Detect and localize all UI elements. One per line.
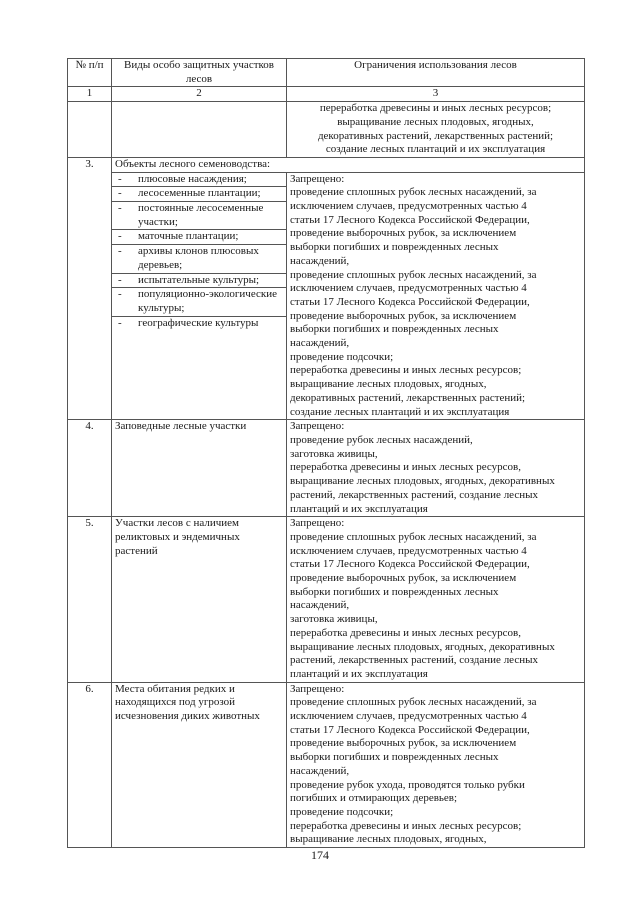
header-number: № п/п xyxy=(68,59,112,87)
page-number: 174 xyxy=(311,848,329,862)
restriction-line: проведение подсочки; xyxy=(290,350,394,363)
restriction-line: проведение подсочки; xyxy=(290,805,394,818)
list-item: - лесосеменные плантации; xyxy=(112,186,286,201)
restriction-line: Запрещено: xyxy=(290,517,345,530)
restriction-line: проведение сплошных рубок лесных насаждений, за xyxy=(290,696,537,709)
list-item: - плюсовые насаждения; xyxy=(118,172,247,185)
list-item: - географические культуры xyxy=(112,316,286,331)
restriction-line: выращивание лесных плодовых, ягодных, декоративных xyxy=(290,475,555,488)
restriction-line: выращивание лесных плодовых, ягодных, xyxy=(290,833,487,846)
restriction-line: проведение сплошных рубок лесных насаждений, за xyxy=(290,530,537,543)
restriction-line: исключением случаев, предусмотренных частью 4 xyxy=(290,282,527,295)
restriction-line: создание лесных плантаций и их эксплуатация xyxy=(325,143,546,156)
restriction-line: Запрещено: xyxy=(290,172,345,185)
restriction-line: статьи 17 Лесного Кодекса Российской Федерации, xyxy=(290,723,530,736)
species-list xyxy=(115,173,283,331)
table-row-4 xyxy=(68,420,585,517)
restrictions-cell xyxy=(287,517,585,682)
restriction-line: проведение рубок ухода, проводятся только рубки xyxy=(290,778,525,791)
restriction-line: статьи 17 Лесного Кодекса Российской Федерации, xyxy=(290,558,530,571)
list-item: - популяционно-экологические культуры; xyxy=(112,287,286,315)
restriction-line: переработка древесины и иных лесных ресурсов; xyxy=(319,102,552,115)
restriction-line: погибших и отмирающих деревьев; xyxy=(290,792,458,805)
restriction-line: исключением случаев, предусмотренных частью 4 xyxy=(290,710,527,723)
row-title: Объекты лесного семеноводства: xyxy=(112,157,585,172)
restriction-line: растений, лекарственных растений, создание лесных xyxy=(290,654,538,667)
table-row-3-title xyxy=(68,157,585,172)
list-item: - испытательные культуры; xyxy=(112,273,286,288)
row-number: 3. xyxy=(68,157,112,419)
restriction-line: переработка древесины и иных лесных ресурсов, xyxy=(290,461,521,474)
row-title: Участки лесов с наличием реликтовых и эндемичных растений xyxy=(112,517,287,682)
restriction-line: насаждений, xyxy=(290,337,350,350)
restriction-line: проведение выборочных рубок, за исключением xyxy=(290,309,517,322)
restrictions-cell xyxy=(287,420,585,517)
restriction-line: декоративных растений, лекарственных растений; xyxy=(317,129,554,142)
restriction-line: выращивание лесных плодовых, ягодных, xyxy=(290,378,487,391)
restriction-line: выборки погибших и поврежденных лесных xyxy=(290,241,499,254)
restriction-line: переработка древесины и иных лесных ресурсов; xyxy=(290,364,522,377)
restriction-line: заготовка живицы, xyxy=(290,613,378,626)
row-number: 6. xyxy=(68,682,112,847)
restriction-line: декоративных растений, лекарственных растений; xyxy=(290,391,526,404)
restriction-line: статьи 17 Лесного Кодекса Российской Федерации, xyxy=(290,295,530,308)
restriction-line: выращивание лесных плодовых, ягодных, декоративных xyxy=(290,640,555,653)
table-row-3 xyxy=(68,172,585,420)
restriction-line: насаждений, xyxy=(290,254,350,267)
row-number: 5. xyxy=(68,517,112,682)
restriction-line: проведение выборочных рубок, за исключением xyxy=(290,572,517,585)
restriction-line: проведение выборочных рубок, за исключением xyxy=(290,737,517,750)
table-row-6 xyxy=(68,682,585,847)
restriction-line: проведение сплошных рубок лесных насаждений, за xyxy=(290,268,537,281)
restriction-line: Запрещено: xyxy=(290,420,345,433)
restriction-line: Запрещено: xyxy=(290,682,345,695)
continuation-restrictions xyxy=(287,102,585,158)
row-number: 4. xyxy=(68,420,112,517)
restriction-line: проведение выборочных рубок, за исключением xyxy=(290,227,517,240)
protective-areas-table xyxy=(67,58,585,848)
row-title: Места обитания редких и находящихся под угрозой исчезновения диких животных xyxy=(112,682,287,847)
restriction-line: выращивание лесных плодовых, ягодных, xyxy=(337,115,534,128)
restriction-line: исключением случаев, предусмотренных частью 4 xyxy=(290,200,527,213)
restriction-line: выборки погибших и поврежденных лесных xyxy=(290,585,499,598)
restriction-line: исключением случаев, предусмотренных частью 4 xyxy=(290,544,527,557)
species-list-cell xyxy=(112,172,287,420)
restriction-line: переработка древесины и иных лесных ресурсов; xyxy=(290,819,522,832)
restriction-line: выборки погибших и поврежденных лесных xyxy=(290,323,499,336)
restriction-line: заготовка живицы, xyxy=(290,447,378,460)
restrictions-cell xyxy=(287,172,585,420)
column-number: 2 xyxy=(112,87,287,102)
restrictions-cell xyxy=(287,682,585,847)
restriction-line: создание лесных плантаций и их эксплуатация xyxy=(290,405,510,418)
restriction-line: переработка древесины и иных лесных ресурсов, xyxy=(290,626,521,639)
list-item: - постоянные лесосеменные участки; xyxy=(112,201,286,229)
table-header-row xyxy=(68,59,585,87)
header-area-type: Виды особо защитных участков лесов xyxy=(112,59,287,87)
restriction-line: статьи 17 Лесного Кодекса Российской Федерации, xyxy=(290,213,530,226)
restriction-line: насаждений, xyxy=(290,599,350,612)
column-number: 3 xyxy=(287,87,585,102)
restriction-line: растений, лекарственных растений, создание лесных xyxy=(290,488,538,501)
list-item: - маточные плантации; xyxy=(112,229,286,244)
restriction-line: насаждений, xyxy=(290,764,350,777)
column-number: 1 xyxy=(68,87,112,102)
restriction-line: проведение сплошных рубок лесных насаждений, за xyxy=(290,186,537,199)
list-item: - архивы клонов плюсовых деревьев; xyxy=(112,244,286,272)
row-title: Заповедные лесные участки xyxy=(112,420,287,517)
restriction-line: плантаций и их эксплуатация xyxy=(290,502,428,515)
column-number-row xyxy=(68,87,585,102)
header-restrictions: Ограничения использования лесов xyxy=(287,59,585,87)
continuation-row xyxy=(68,102,585,158)
table-row-5 xyxy=(68,517,585,682)
restriction-line: плантаций и их эксплуатация xyxy=(290,667,428,680)
restriction-line: проведение рубок лесных насаждений, xyxy=(290,433,473,446)
restriction-line: выборки погибших и поврежденных лесных xyxy=(290,751,499,764)
